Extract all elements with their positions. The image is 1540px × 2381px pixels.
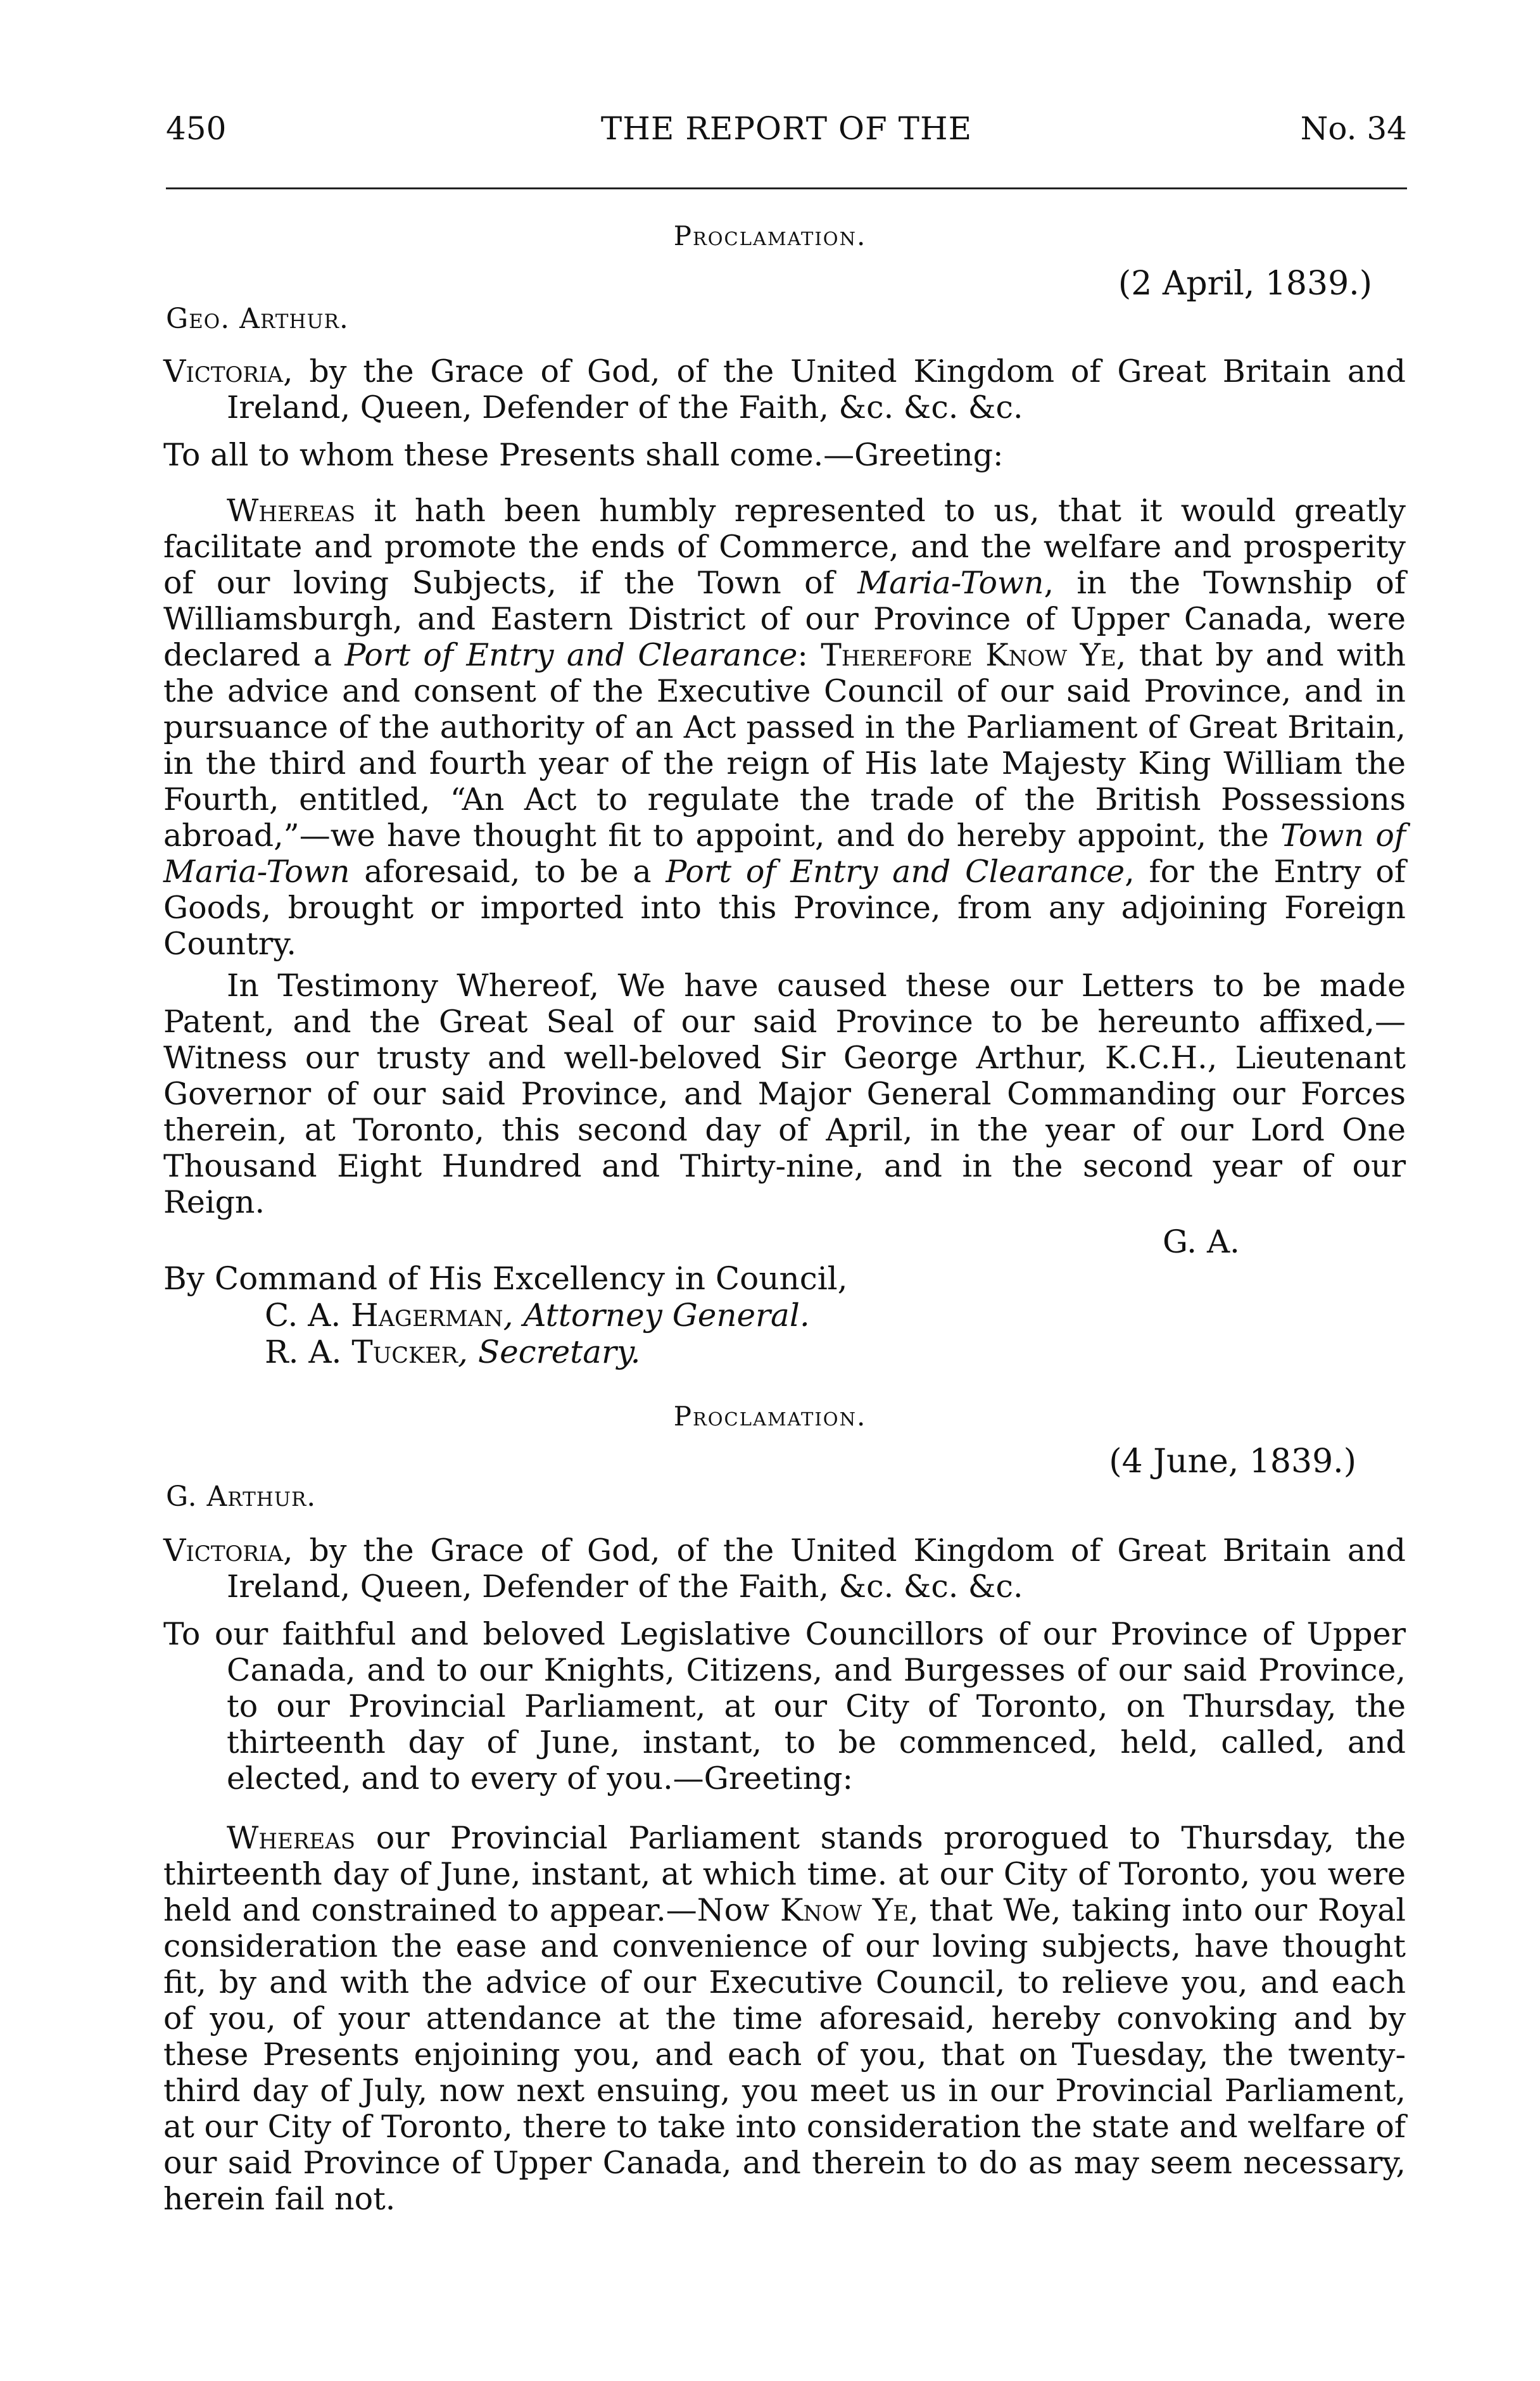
report-number: No. 34 — [1300, 110, 1407, 147]
proclamation-2-body: Whereas our Provincial Parliament stands prorogued to Thursday, the thirteenth day of June, instant, at which time. at our City of Toronto, you were held and constrained to appear.—Now Know Ye, that We, taking into our Royal consideration the ease and convenience of our loving subjects, have thought fit, by and with the advice of our Executive Council, to relieve you, and each of you, of your attendance at the time aforesaid, hereby convoking and by these Presents enjoining you, and each of you, that on Tuesday, the twenty-third day of July, now next ensuing, you meet us in our Provincial Parliament, at our City of Toronto, there to take into consideration the state and welfare of our said Province of Upper Canada, and therein to do as may seem necessary, herein fail not. — [163, 1820, 1406, 2217]
proclamation-1-style-clause: Victoria, by the Grace of God, of the United Kingdom of Great Britain and Ireland, Queen, Defender of the Faith, &c. &c. &c. — [163, 353, 1406, 426]
proclamation-1-date: (2 April, 1839.) — [1118, 265, 1372, 303]
proclamation-1-governor: Geo. Arthur. — [166, 303, 349, 335]
proclamation-1-address: To all to whom these Presents shall come.—Greeting: — [163, 437, 1004, 473]
proclamation-1-body: Whereas it hath been humbly represented to us, that it would greatly facilitate and promote the ends of Commerce, and the welfare and prosperity of our loving Subjects, if the Town of Maria-Town, in the Township of Williamsburgh, and Eastern District of our Province of Upper Canada, were declared a Port of Entry and Clearance: Therefore Know Ye, that by and with the advice and consent of the Executive Council of our said Province, and in pursuance of the authority of an Act passed in the Parliament of Great Britain, in the third and fourth year of the reign of His late Majesty King William the Fourth, entitled, “An Act to regulate the trade of the British Possessions abroad,”—we have thought fit to appoint, and do hereby appoint, the Town of Maria-Town aforesaid, to be a Port of Entry and Clearance, for the Entry of Goods, brought or imported into this Province, from any adjoining Foreign Country. — [163, 493, 1406, 962]
proclamation-1-initials: G. A. — [1163, 1223, 1240, 1260]
proclamation-2-governor: G. Arthur. — [166, 1481, 317, 1513]
header-rule — [166, 187, 1407, 189]
proclamation-1-heading: Proclamation. — [673, 220, 867, 251]
signatory-secretary: R. A. Tucker, Secretary. — [265, 1334, 641, 1370]
page-number: 450 — [166, 110, 227, 147]
proclamation-2-date: (4 June, 1839.) — [1109, 1443, 1356, 1481]
signatory-attorney-general: C. A. Hagerman, Attorney General. — [265, 1297, 810, 1334]
victoria-word: Victoria — [163, 353, 283, 389]
by-command-line: By Command of His Excellency in Council, — [163, 1260, 848, 1297]
proclamation-2-address: To our faithful and beloved Legislative Councillors of our Province of Upper Canada, and to our Knights, Citizens, and Burgesses of our said Province, to our Provincial Parliament, at our City of Toronto, on Thursday, the thirteenth day of June, instant, to be commenced, held, called, and elected, and to every of you.—Greeting: — [163, 1616, 1406, 1797]
running-head — [166, 106, 1407, 151]
proclamation-1-testimony: In Testimony Whereof, We have caused these our Letters to be made Patent, and the Great Seal of our said Province to be hereunto affixed,—Witness our trusty and well-beloved Sir George Arthur, K.C.H., Lieutenant Governor of our said Province, and Major General Commanding our Forces therein, at Toronto, this second day of April, in the year of our Lord One Thousand Eight Hundred and Thirty-nine, and in the second year of our Reign. — [163, 968, 1406, 1220]
proclamation-2-style-clause: Victoria, by the Grace of God, of the United Kingdom of Great Britain and Ireland, Queen, Defender of the Faith, &c. &c. &c. — [163, 1532, 1406, 1605]
proclamation-2-heading: Proclamation. — [673, 1401, 867, 1432]
running-title: THE REPORT OF THE — [600, 110, 973, 147]
